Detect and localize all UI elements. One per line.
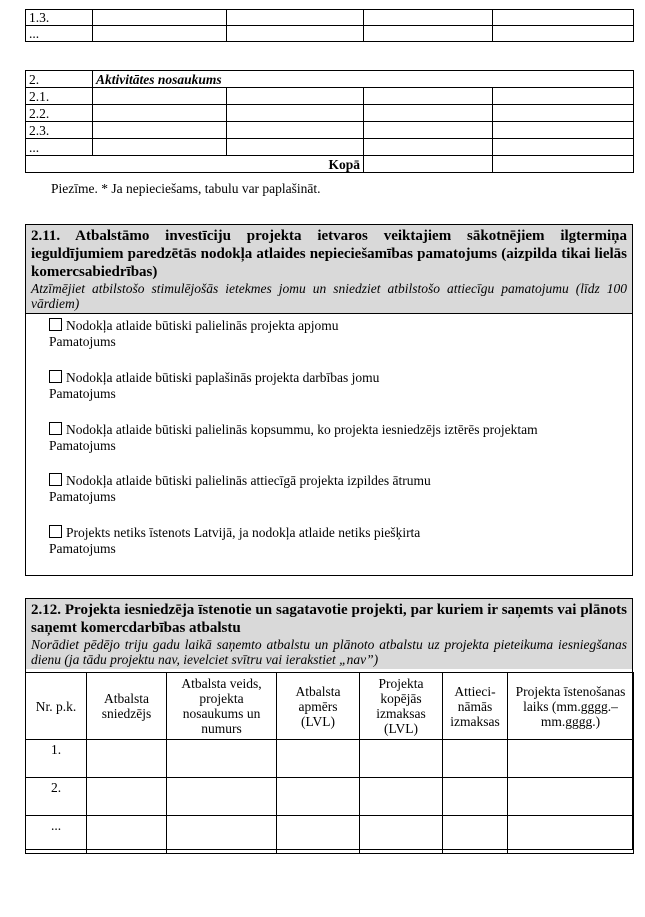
checkbox[interactable] xyxy=(49,422,62,435)
table-note: Piezīme. * Ja nepieciešams, tabulu var paplašināt. xyxy=(51,181,321,196)
checkbox[interactable] xyxy=(49,370,62,383)
table-cell[interactable] xyxy=(364,88,493,105)
table-cell[interactable] xyxy=(227,139,364,156)
row-number: ... xyxy=(26,816,87,854)
table-cell[interactable] xyxy=(360,778,443,816)
total-cell[interactable] xyxy=(364,156,493,173)
checkbox[interactable] xyxy=(49,473,62,486)
section-2-12-header xyxy=(26,599,632,669)
option-label: Projekts netiks īstenots Latvijā, ja nodokļa atlaide netiks piešķirta xyxy=(66,525,421,540)
section-2-11 xyxy=(25,224,633,576)
table-row xyxy=(26,88,634,105)
option-total-amount xyxy=(49,422,538,454)
table-row xyxy=(26,105,634,122)
justification-label[interactable]: Pamatojums xyxy=(49,541,116,556)
table-total-row xyxy=(26,156,634,173)
table-cell[interactable] xyxy=(443,816,508,854)
option-label: Nodokļa atlaide būtiski paplašinās projekta darbības jomu xyxy=(66,370,380,385)
table-header-row xyxy=(26,673,634,740)
table-cell[interactable] xyxy=(277,778,360,816)
option-label: Nodokļa atlaide būtiski palielinās kopsummu, ko projekta iesniedzējs iztērēs projektam xyxy=(66,422,538,437)
table-cell[interactable] xyxy=(364,139,493,156)
row-number: ... xyxy=(26,139,93,156)
table-cell[interactable] xyxy=(93,88,227,105)
table-cell[interactable] xyxy=(493,105,634,122)
row-number: ... xyxy=(26,26,93,42)
table-cell[interactable] xyxy=(493,139,634,156)
table-cell[interactable] xyxy=(508,740,634,778)
table-cell[interactable] xyxy=(167,816,277,854)
table-row xyxy=(26,10,634,26)
section-2-12-subtitle: Norādiet pēdējo triju gadu laikā saņemto atbalstu un plānoto atbalstu uz projekta pieteikuma iesniegšanas dienu (ja tādu projektu nav, ievelciet svītru vai ierakstiet „nav”) xyxy=(31,637,627,667)
table-cell[interactable] xyxy=(364,10,493,26)
col-header-eligible-costs: Attieci-nāmās izmaksas xyxy=(443,673,508,740)
table-cell[interactable] xyxy=(87,778,167,816)
row-number: 2.3. xyxy=(26,122,93,139)
table-cell[interactable] xyxy=(167,740,277,778)
table-cell[interactable] xyxy=(493,10,634,26)
table-cell[interactable] xyxy=(364,122,493,139)
header-activity-name: Aktivitātes nosaukums xyxy=(93,71,634,88)
table-cell[interactable] xyxy=(360,816,443,854)
col-header-type: Atbalsta veids, projekta nosaukums un numurs xyxy=(167,673,277,740)
total-label: Kopā xyxy=(26,156,364,173)
table-cell[interactable] xyxy=(87,816,167,854)
table-cell[interactable] xyxy=(227,105,364,122)
table-cell[interactable] xyxy=(443,740,508,778)
option-label: Nodokļa atlaide būtiski palielinās projekta apjomu xyxy=(66,318,339,333)
checkbox[interactable] xyxy=(49,525,62,538)
section-2-11-title: 2.11. Atbalstāmo investīciju projekta ietvaros veiktajiem sākotnējiem ilgtermiņa ieguldījumiem paredzētās nodokļa atlaides nepieciešamības pamatojums (aizpilda tikai lielās komercsabiedrības) xyxy=(31,228,627,280)
table-header-row xyxy=(26,71,634,88)
table-row xyxy=(26,778,634,816)
table-cell[interactable] xyxy=(227,122,364,139)
col-header-total-costs: Projekta kopējās izmaksas (LVL) xyxy=(360,673,443,740)
table-cell[interactable] xyxy=(87,740,167,778)
table-activities xyxy=(25,70,634,173)
table-cell[interactable] xyxy=(508,816,634,854)
justification-label[interactable]: Pamatojums xyxy=(49,334,116,349)
table-row xyxy=(26,26,634,42)
total-cell[interactable] xyxy=(493,156,634,173)
option-activity-scope xyxy=(49,370,379,402)
table-cell[interactable] xyxy=(277,740,360,778)
option-label: Nodokļa atlaide būtiski palielinās attiecīgā projekta izpildes ātrumu xyxy=(66,473,431,488)
table-cell[interactable] xyxy=(227,26,364,42)
section-2-11-subtitle: Atzīmējiet atbilstošo stimulējošās ietekmes jomu un sniedziet atbilstošo attiecīgu pamatojumu (līdz 100 vārdiem) xyxy=(31,281,627,311)
option-project-scope xyxy=(49,318,339,350)
table-cell[interactable] xyxy=(227,88,364,105)
table-cell[interactable] xyxy=(93,139,227,156)
option-not-implemented xyxy=(49,525,420,557)
table-cell[interactable] xyxy=(93,122,227,139)
table-cell[interactable] xyxy=(93,105,227,122)
table-row xyxy=(26,139,634,156)
section-2-12 xyxy=(25,598,633,850)
table-cell[interactable] xyxy=(277,816,360,854)
table-row xyxy=(26,816,634,854)
justification-label[interactable]: Pamatojums xyxy=(49,386,116,401)
table-cell[interactable] xyxy=(93,10,227,26)
table-cell[interactable] xyxy=(493,26,634,42)
justification-label[interactable]: Pamatojums xyxy=(49,438,116,453)
support-projects-table xyxy=(25,672,634,854)
table-cell[interactable] xyxy=(93,26,227,42)
row-number: 1.3. xyxy=(26,10,93,26)
table-top xyxy=(25,9,634,42)
table-row xyxy=(26,122,634,139)
table-cell[interactable] xyxy=(493,122,634,139)
table-cell[interactable] xyxy=(493,88,634,105)
table-cell[interactable] xyxy=(227,10,364,26)
table-cell[interactable] xyxy=(167,778,277,816)
col-header-amount: Atbalsta apmērs (LVL) xyxy=(277,673,360,740)
col-header-period: Projekta īstenošanas laiks (mm.gggg.–mm.gggg.) xyxy=(508,673,634,740)
col-header-number: Nr. p.k. xyxy=(26,673,87,740)
section-2-11-header xyxy=(26,225,632,314)
table-cell[interactable] xyxy=(364,26,493,42)
table-cell[interactable] xyxy=(443,778,508,816)
row-number: 2.1. xyxy=(26,88,93,105)
justification-label[interactable]: Pamatojums xyxy=(49,489,116,504)
header-number: 2. xyxy=(26,71,93,88)
row-number: 2.2. xyxy=(26,105,93,122)
table-cell[interactable] xyxy=(360,740,443,778)
section-2-12-title: 2.12. Projekta iesniedzēja īstenotie un sagatavotie projekti, par kuriem ir saņemts vai plānots saņemt komercdarbības atbalstu xyxy=(31,602,627,636)
col-header-provider: Atbalsta sniedzējs xyxy=(87,673,167,740)
table-row xyxy=(26,740,634,778)
table-cell[interactable] xyxy=(508,778,634,816)
table-cell[interactable] xyxy=(364,105,493,122)
checkbox[interactable] xyxy=(49,318,62,331)
row-number: 2. xyxy=(26,778,87,816)
row-number: 1. xyxy=(26,740,87,778)
option-execution-speed xyxy=(49,473,431,505)
